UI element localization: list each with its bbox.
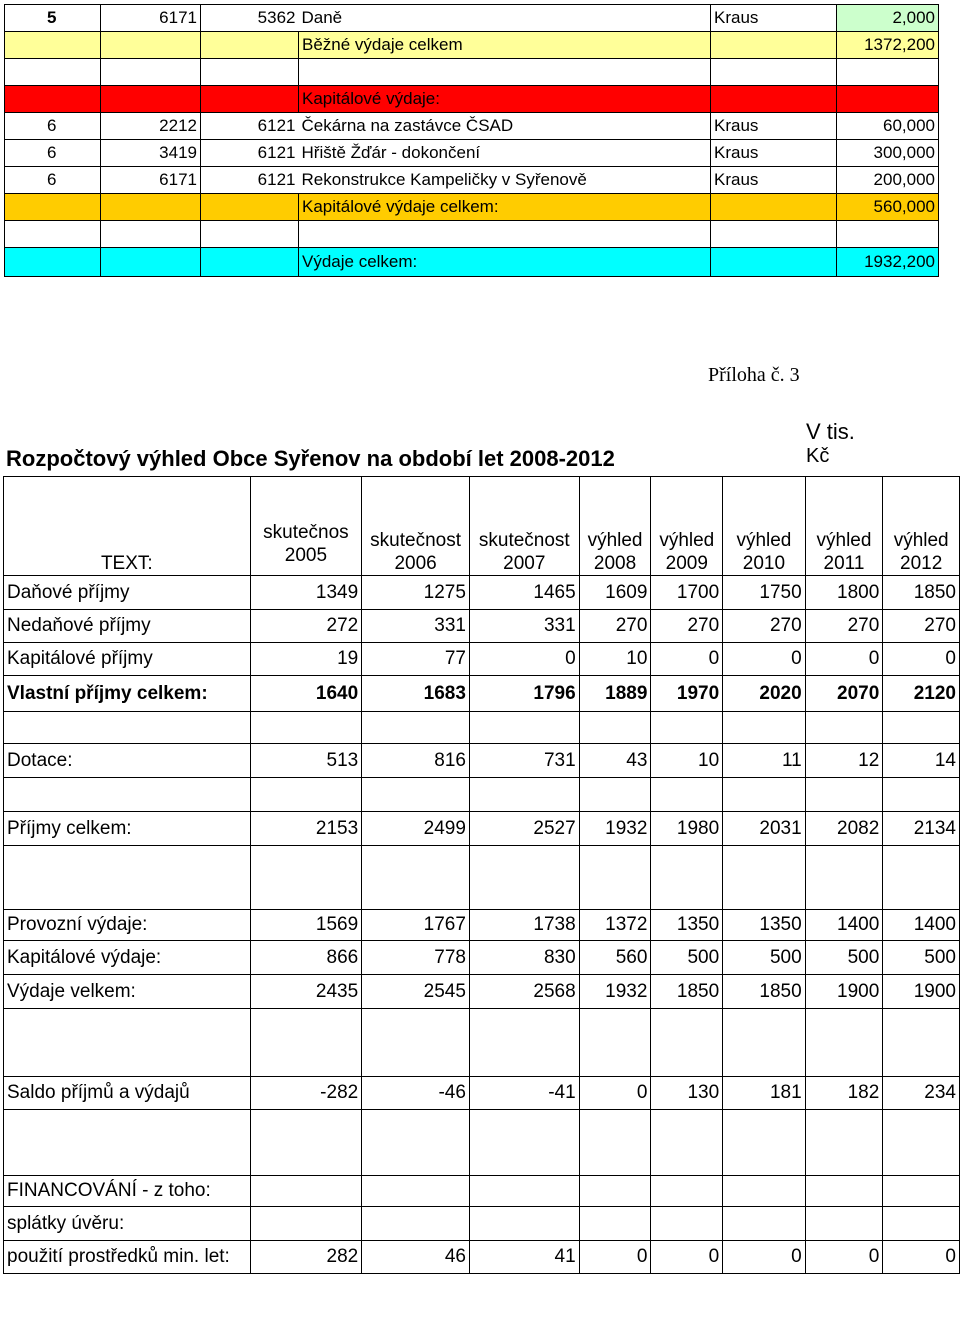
text-column-header: TEXT:: [4, 513, 251, 576]
value-cell: 1980: [651, 812, 723, 846]
value-cell: 10: [651, 744, 723, 778]
value-cell: 1400: [883, 910, 960, 941]
row-class-cell: 6: [5, 113, 101, 140]
value-cell: [805, 1009, 883, 1077]
value-cell: 1850: [883, 576, 960, 610]
value-cell: 77: [362, 643, 470, 676]
capital-expenses-header-row: [5, 86, 939, 113]
value-cell: [579, 778, 651, 812]
expense-row: [5, 140, 939, 167]
row-tax-revenue: [4, 576, 960, 610]
row-class-cell: 6: [5, 140, 101, 167]
value-cell: 1372: [579, 910, 651, 941]
column-header-2009: výhled 2009: [651, 513, 723, 576]
value-cell: [579, 1176, 651, 1207]
row-label: Provozní výdaje:: [4, 910, 251, 941]
value-cell: [362, 1110, 470, 1176]
value-cell: 1850: [723, 975, 806, 1009]
row-label: [4, 778, 251, 812]
row-class-cell: 5: [5, 5, 101, 32]
row-label: [4, 846, 251, 910]
value-cell: [723, 846, 806, 910]
expense-row: [5, 167, 939, 194]
row-label: Příjmy celkem:: [4, 812, 251, 846]
attachment-label: Příloha č. 3: [708, 364, 800, 386]
capital-expenses-total-row: [5, 194, 939, 221]
row-non-tax-revenue: [4, 610, 960, 643]
value-cell: [805, 1176, 883, 1207]
row-label: [4, 1009, 251, 1077]
row-expenses-total: [4, 975, 960, 1009]
value-cell: [250, 712, 362, 744]
value-cell: [723, 1009, 806, 1077]
value-cell: 830: [469, 941, 579, 975]
column-header-2008: výhled 2008: [579, 513, 651, 576]
spacer-row: [4, 1009, 960, 1077]
value-cell: 331: [469, 610, 579, 643]
value-cell: [651, 846, 723, 910]
value-cell: [579, 846, 651, 910]
row-name-cell: Kapitálové výdaje celkem:: [299, 194, 711, 221]
column-header-2007: skutečnost 2007: [469, 513, 579, 576]
value-cell: 331: [362, 610, 470, 643]
value-cell: 731: [469, 744, 579, 778]
value-cell: [469, 1176, 579, 1207]
row-para-cell: 6171: [101, 167, 201, 194]
row-name-cell: Daně: [299, 5, 711, 32]
row-name-cell: Běžné výdaje celkem: [299, 32, 711, 59]
value-cell: [579, 1207, 651, 1241]
value-cell: [651, 1176, 723, 1207]
value-cell: 130: [651, 1077, 723, 1110]
value-cell: 270: [883, 610, 960, 643]
value-cell: [469, 1110, 579, 1176]
value-cell: 234: [883, 1077, 960, 1110]
row-label: Kapitálové příjmy: [4, 643, 251, 676]
value-cell: 181: [723, 1077, 806, 1110]
value-cell: 2134: [883, 812, 960, 846]
value-cell: [250, 1207, 362, 1241]
spacer-row: [5, 221, 939, 248]
value-cell: 1465: [469, 576, 579, 610]
value-cell: 500: [723, 941, 806, 975]
value-cell: 500: [883, 941, 960, 975]
row-amount-cell: 1372,200: [837, 32, 939, 59]
row-label: [4, 1110, 251, 1176]
column-header-2006: skutečnost 2006: [362, 513, 470, 576]
row-label: Saldo příjmů a výdajů: [4, 1077, 251, 1110]
value-cell: 2020: [723, 676, 806, 712]
value-cell: 1889: [579, 676, 651, 712]
value-cell: 12: [805, 744, 883, 778]
budget-outlook-table: [3, 476, 960, 1274]
column-header-2005: skutečnos 2005: [250, 513, 362, 576]
value-cell: [362, 846, 470, 910]
row-balance: [4, 1077, 960, 1110]
value-cell: 500: [805, 941, 883, 975]
value-cell: -282: [250, 1077, 362, 1110]
value-cell: 0: [883, 643, 960, 676]
value-cell: [883, 712, 960, 744]
value-cell: [250, 846, 362, 910]
value-cell: 19: [250, 643, 362, 676]
value-cell: 0: [651, 643, 723, 676]
expense-table: [4, 4, 939, 277]
row-operating-expenses: [4, 910, 960, 941]
row-name-cell: Hřiště Žďár - dokončení: [299, 140, 711, 167]
row-name-cell: Výdaje celkem:: [299, 248, 711, 277]
value-cell: 282: [250, 1241, 362, 1274]
value-cell: [362, 1009, 470, 1077]
value-cell: 46: [362, 1241, 470, 1274]
row-name-cell: Kapitálové výdaje:: [299, 86, 711, 113]
value-cell: 1683: [362, 676, 470, 712]
row-amount-cell: 1932,200: [837, 248, 939, 277]
row-label: Dotace:: [4, 744, 251, 778]
row-resp-cell: Kraus: [711, 167, 837, 194]
value-cell: 2527: [469, 812, 579, 846]
value-cell: 272: [250, 610, 362, 643]
row-name-cell: Rekonstrukce Kampeličky v Syřenově: [299, 167, 711, 194]
value-cell: 1970: [651, 676, 723, 712]
value-cell: 2435: [250, 975, 362, 1009]
row-label: Nedaňové příjmy: [4, 610, 251, 643]
current-expenses-total-row: [5, 32, 939, 59]
value-cell: 14: [883, 744, 960, 778]
row-para-cell: 3419: [101, 140, 201, 167]
row-amount-cell: 2,000: [837, 5, 939, 32]
value-cell: [805, 846, 883, 910]
row-label: [4, 712, 251, 744]
value-cell: [250, 1176, 362, 1207]
row-label: Výdaje velkem:: [4, 975, 251, 1009]
row-prior-years-funds: [4, 1241, 960, 1274]
value-cell: 270: [723, 610, 806, 643]
value-cell: [469, 1207, 579, 1241]
value-cell: 0: [805, 643, 883, 676]
value-cell: 11: [723, 744, 806, 778]
spacer-row: [4, 778, 960, 812]
value-cell: 1738: [469, 910, 579, 941]
row-para-cell: 2212: [101, 113, 201, 140]
row-label: Vlastní příjmy celkem:: [4, 676, 251, 712]
value-cell: 0: [883, 1241, 960, 1274]
value-cell: 2545: [362, 975, 470, 1009]
value-cell: 10: [579, 643, 651, 676]
value-cell: [362, 778, 470, 812]
value-cell: 0: [579, 1077, 651, 1110]
value-cell: [723, 712, 806, 744]
value-cell: [469, 1009, 579, 1077]
value-cell: 1349: [250, 576, 362, 610]
row-subsidies: [4, 744, 960, 778]
value-cell: [362, 1207, 470, 1241]
value-cell: 1350: [651, 910, 723, 941]
row-capital-expenses: [4, 941, 960, 975]
row-class-cell: 6: [5, 167, 101, 194]
value-cell: [723, 1110, 806, 1176]
value-cell: 270: [805, 610, 883, 643]
value-cell: 1400: [805, 910, 883, 941]
value-cell: [805, 778, 883, 812]
value-cell: [883, 778, 960, 812]
value-cell: 1640: [250, 676, 362, 712]
value-cell: 1767: [362, 910, 470, 941]
row-para-cell: 6171: [101, 5, 201, 32]
outlook-body: [4, 576, 960, 1274]
value-cell: [883, 1176, 960, 1207]
value-cell: 1700: [651, 576, 723, 610]
value-cell: [651, 712, 723, 744]
row-financing: [4, 1176, 960, 1207]
spacer-row: [4, 712, 960, 744]
row-capital-revenue: [4, 643, 960, 676]
value-cell: [805, 1207, 883, 1241]
row-label: Kapitálové výdaje:: [4, 941, 251, 975]
value-cell: 0: [723, 1241, 806, 1274]
value-cell: 1796: [469, 676, 579, 712]
column-header-2010: výhled 2010: [723, 513, 806, 576]
value-cell: 1609: [579, 576, 651, 610]
value-cell: 182: [805, 1077, 883, 1110]
row-own-revenue-total: [4, 676, 960, 712]
value-cell: [651, 1009, 723, 1077]
row-label: použití prostředků min. let:: [4, 1241, 251, 1274]
value-cell: 2070: [805, 676, 883, 712]
row-label: splátky úvěru:: [4, 1207, 251, 1241]
value-cell: 500: [651, 941, 723, 975]
value-cell: 1900: [883, 975, 960, 1009]
value-cell: 2153: [250, 812, 362, 846]
row-resp-cell: Kraus: [711, 5, 837, 32]
value-cell: [883, 1009, 960, 1077]
expense-row: [5, 113, 939, 140]
value-cell: 0: [723, 643, 806, 676]
value-cell: 0: [805, 1241, 883, 1274]
value-cell: [250, 778, 362, 812]
row-revenue-total: [4, 812, 960, 846]
value-cell: 41: [469, 1241, 579, 1274]
spacer-row: [5, 59, 939, 86]
value-cell: 1750: [723, 576, 806, 610]
column-header-2011: výhled 2011: [805, 513, 883, 576]
value-cell: [651, 1207, 723, 1241]
value-cell: [723, 1207, 806, 1241]
value-cell: [250, 1110, 362, 1176]
value-cell: 43: [579, 744, 651, 778]
value-cell: 816: [362, 744, 470, 778]
value-cell: [579, 1009, 651, 1077]
value-cell: 1932: [579, 812, 651, 846]
unit-line-1: V tis.: [806, 419, 855, 444]
value-cell: -46: [362, 1077, 470, 1110]
value-cell: [805, 1110, 883, 1176]
row-resp-cell: Kraus: [711, 140, 837, 167]
value-cell: [469, 778, 579, 812]
column-header-2012: výhled 2012: [883, 513, 960, 576]
value-cell: 1350: [723, 910, 806, 941]
row-item-cell: 6121: [201, 113, 299, 140]
value-cell: 2120: [883, 676, 960, 712]
value-cell: [250, 1009, 362, 1077]
value-cell: 778: [362, 941, 470, 975]
header-row: [4, 513, 960, 576]
row-loan-repayments: [4, 1207, 960, 1241]
row-amount-cell: 60,000: [837, 113, 939, 140]
row-amount-cell: 200,000: [837, 167, 939, 194]
value-cell: 270: [651, 610, 723, 643]
spacer-row: [4, 846, 960, 910]
value-cell: 1275: [362, 576, 470, 610]
value-cell: [651, 1110, 723, 1176]
row-label: FINANCOVÁNÍ - z toho:: [4, 1176, 251, 1207]
expenses-total-row: [5, 248, 939, 277]
unit-line-2: Kč: [806, 445, 830, 467]
value-cell: 2499: [362, 812, 470, 846]
value-cell: 1850: [651, 975, 723, 1009]
value-cell: [362, 1176, 470, 1207]
value-cell: 1800: [805, 576, 883, 610]
row-label: Daňové příjmy: [4, 576, 251, 610]
page-title: Rozpočtový výhled Obce Syřenov na období let 2008-2012: [6, 446, 615, 471]
value-cell: 1900: [805, 975, 883, 1009]
value-cell: 2568: [469, 975, 579, 1009]
row-name-cell: Čekárna na zastávce ČSAD: [299, 113, 711, 140]
value-cell: [362, 712, 470, 744]
expense-row: [5, 5, 939, 32]
value-cell: [579, 1110, 651, 1176]
value-cell: [883, 846, 960, 910]
row-item-cell: 5362: [201, 5, 299, 32]
value-cell: 2031: [723, 812, 806, 846]
value-cell: 1569: [250, 910, 362, 941]
value-cell: 513: [250, 744, 362, 778]
row-item-cell: 6121: [201, 167, 299, 194]
value-cell: [651, 778, 723, 812]
row-resp-cell: Kraus: [711, 113, 837, 140]
value-cell: 2082: [805, 812, 883, 846]
spacer-row: [4, 1110, 960, 1176]
value-cell: 270: [579, 610, 651, 643]
value-cell: 866: [250, 941, 362, 975]
unit-label: [806, 419, 876, 469]
value-cell: 560: [579, 941, 651, 975]
value-cell: [469, 712, 579, 744]
header-top-row: [4, 477, 960, 513]
value-cell: [723, 778, 806, 812]
value-cell: [883, 1110, 960, 1176]
value-cell: [805, 712, 883, 744]
value-cell: 0: [469, 643, 579, 676]
value-cell: [579, 712, 651, 744]
value-cell: -41: [469, 1077, 579, 1110]
value-cell: [883, 1207, 960, 1241]
value-cell: 0: [579, 1241, 651, 1274]
row-amount-cell: 300,000: [837, 140, 939, 167]
value-cell: 0: [651, 1241, 723, 1274]
row-item-cell: 6121: [201, 140, 299, 167]
value-cell: [469, 846, 579, 910]
row-amount-cell: 560,000: [837, 194, 939, 221]
value-cell: [723, 1176, 806, 1207]
value-cell: 1932: [579, 975, 651, 1009]
